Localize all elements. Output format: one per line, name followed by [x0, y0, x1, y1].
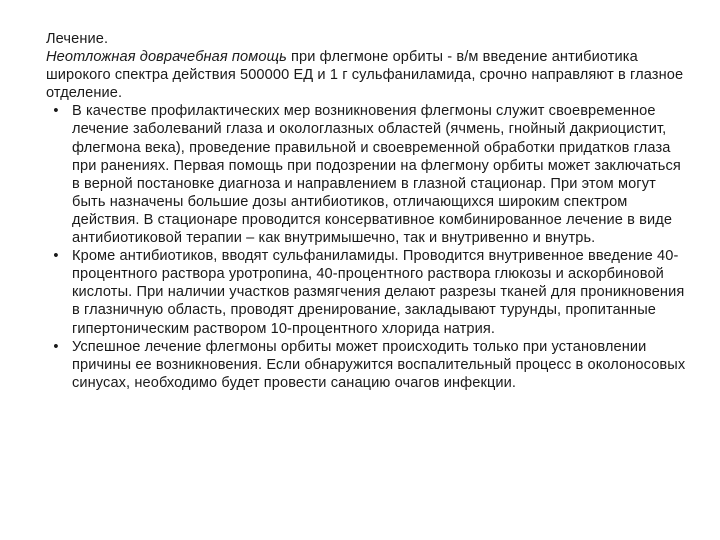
bullet-item-sulfonamides [46, 247, 686, 337]
intro-italic-lead: Неотложная доврачебная помощь [46, 49, 287, 66]
intro-paragraph [46, 48, 686, 102]
intro-text: при флегмоне орбиты - в/м введение антибиотика широкого спектра действия 500000 ЕД и 1 г сульфаниламида, срочно направляют в глазное отделение. [46, 49, 684, 102]
bullet-text: Успешное лечение флегмоны орбиты может происходить только при установлении причины ее возникновения. Если обнаружится воспалительный процесс в околоносовых синусах, необходимо будет провести санацию очагов инфекции. [72, 338, 686, 391]
bullet-item-cause [46, 338, 686, 392]
bullet-list [46, 102, 686, 392]
bullet-text: В качестве профилактических мер возникновения флегмоны служит своевременное лечение заболеваний глаза и окологлазных областей (ячмень, гнойный дакриоцистит, флегмона века), проведение правильной и своевременной обработки придатков глаза при ранениях. Первая помощь при подозрении на флегмону орбиты может заключаться в верной постановке диагноза и направлением в глазной стационар. При этом могут быть назначены большие дозы антибиотиков, отличающихся широким спектром действия. В стационаре проводится консервативное комбинированное лечение в виде антибиотиковой терапии – как внутримышечно, так и внутривенно и внутрь. [72, 103, 681, 247]
bullet-item-prevention [46, 102, 686, 247]
bullet-icon: • [53, 103, 59, 120]
bullet-icon: • [53, 248, 59, 265]
bullet-text: Кроме антибиотиков, вводят сульфаниламиды. Проводится внутривенное введение 40-процентного раствора уротропина, 40-процентного раствора глюкозы и аскорбиновой кислоты. При наличии участков размягчения делают разрезы тканей для проникновения в глазничную область, проводят дренирование, закладывают турунды, пропитанные гипертоническим раствором 10-процентного хлорида натрия. [72, 248, 685, 337]
bullet-icon: • [53, 338, 59, 355]
slide-heading: Лечение. [46, 31, 109, 47]
slide-content [46, 30, 686, 392]
